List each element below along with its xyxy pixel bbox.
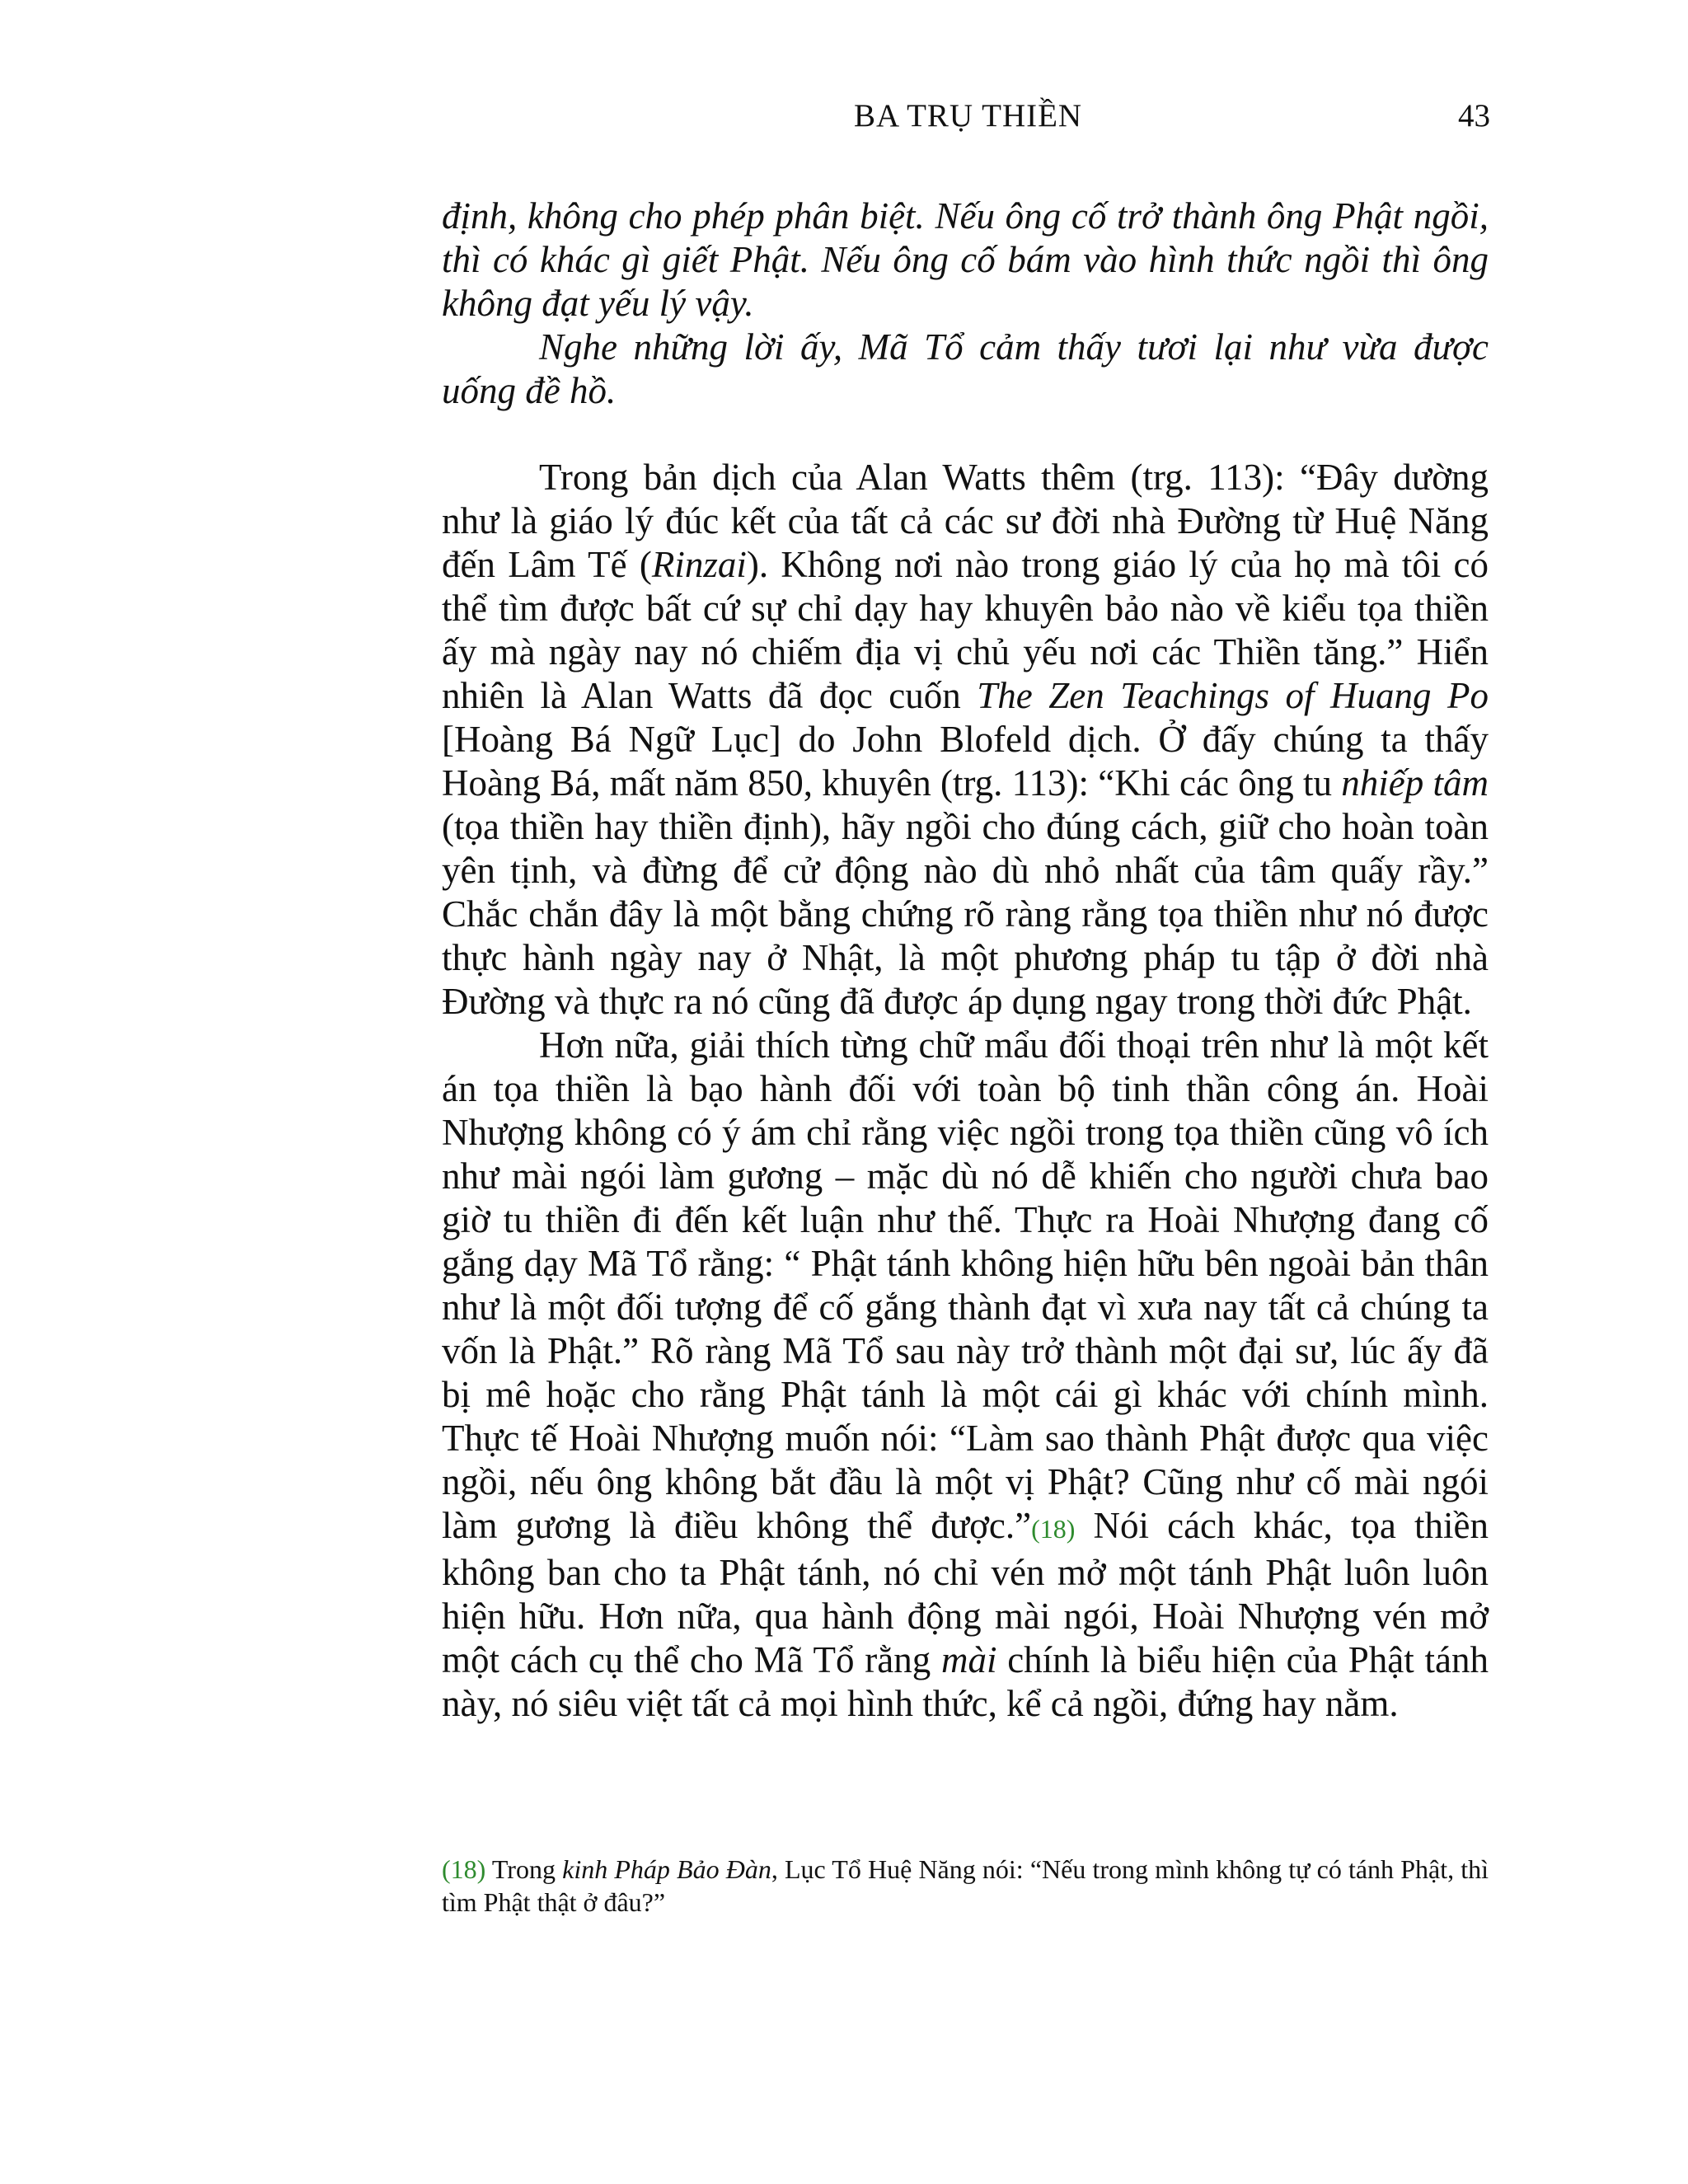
footnote-18: [442, 1853, 1489, 1919]
italic-term: nhiếp tâm: [1341, 762, 1489, 804]
italic-term: mài: [940, 1639, 997, 1680]
book-title: The Zen Teachings of Huang Po: [977, 675, 1489, 716]
text-run: chính là biểu hiện của Phật tánh này, nó siêu việt tất cả mọi hình thức, kể cả ngồi, đứng hay nằm.: [442, 1639, 1489, 1724]
text-run: , Lục Tổ Huệ Năng nói: “Nếu trong mình không tự có tánh Phật, thì tìm Phật thật ở đâu?”: [442, 1854, 1489, 1917]
text-run: (tọa thiền hay thiền định), hãy ngồi cho đúng cách, giữ cho hoàn toàn yên tịnh, và đừng để cử động nào dù nhỏ nhất của tâm quấy rầy.” Chắc chắn đây là một bằng chứng rõ ràng rằng tọa thiền như nó được thực hành ngày nay ở Nhật, là một phương pháp tu tập ở đời nhà Đường và thực ra nó cũng đã được áp dụng ngay trong thời đức Phật.: [442, 806, 1489, 1022]
text-run: Trong bản dịch của Alan Watts thêm (trg. 113): “Đây dường như là giáo lý đúc kết của tất cả các sư đời nhà Đường từ Huệ Năng đến Lâm Tế (: [442, 457, 1489, 585]
main-text: [442, 194, 1489, 1726]
footnote-number: (18): [442, 1854, 486, 1884]
text-run: Hơn nữa, giải thích từng chữ mẩu đối thoại trên như là một kết án tọa thiền là bạo hành đối với toàn bộ tinh thần công án. Hoài Nhượng không có ý ám chỉ rằng việc ngồi trong tọa thiền cũng vô ích như mài ngói làm gương – mặc dù nó dễ khiến cho người chưa bao giờ tu thiền đi đến kết luận như thế. Thực ra Hoài Nhượng đang cố gắng dạy Mã Tổ rằng: “ Phật tánh không hiện hữu bên ngoài bản thân như là một đối tượng để cố gắng thành đạt vì xưa nay tất cả chúng ta vốn là Phật.” Rõ ràng Mã Tổ sau này trở thành một đại sư, lúc ấy đã bị mê hoặc cho rằng Phật tánh là một cái gì khác với chính mình. Thực tế Hoài Nhượng muốn nói: “Làm sao thành Phật được qua việc ngồi, nếu ông không bắt đầu là một vị Phật? Cũng như cố mài ngói làm gương là điều không thể được.”: [442, 1024, 1489, 1546]
text-run: ). Không nơi nào trong giáo lý của họ mà tôi có thể tìm được bất cứ sự chỉ dạy hay khuyên bảo nào về kiểu tọa thiền ấy mà ngày nay nó chiếm địa vị chủ yếu nơi các Thiền tăng.” Hiển nhiên là Alan Watts đã đọc cuốn: [442, 544, 1489, 716]
italic-term: kinh Pháp Bảo Đàn: [562, 1854, 771, 1884]
running-title: BA TRỤ THIỀN: [854, 98, 1083, 134]
paragraph-alan-watts: [442, 456, 1489, 1024]
text-run: Trong: [485, 1854, 563, 1884]
footnote-reference[interactable]: (18): [1031, 1514, 1076, 1544]
footnotes: [442, 1853, 1489, 1919]
text-run: Nói cách khác, tọa thiền không ban cho ta Phật tánh, nó chỉ vén mở một tánh Phật luôn luôn hiện hữu. Hơn nữa, qua hành động mài ngói, Hoài Nhượng vén mở một cách cụ thể cho Mã Tổ rằng: [442, 1505, 1489, 1680]
text-run: [Hoàng Bá Ngữ Lục] do John Blofeld dịch. Ở đấy chúng ta thấy Hoàng Bá, mất năm 850, khuyên (trg. 113): “Khi các ông tu: [442, 719, 1489, 804]
italic-term: Rinzai: [651, 544, 747, 585]
page-number: 43: [1458, 98, 1490, 134]
paragraph-hoai-nhuong: [442, 1024, 1489, 1726]
quote-paragraph: Nghe những lời ấy, Mã Tổ cảm thấy tươi lại như vừa được uống đề hồ.: [442, 326, 1489, 411]
quote-continuation: định, không cho phép phân biệt. Nếu ông cố trở thành ông Phật ngồi, thì có khác gì giết Phật. Nếu ông cố bám vào hình thức ngồi thì ông không đạt yếu lý vậy.: [442, 195, 1489, 324]
